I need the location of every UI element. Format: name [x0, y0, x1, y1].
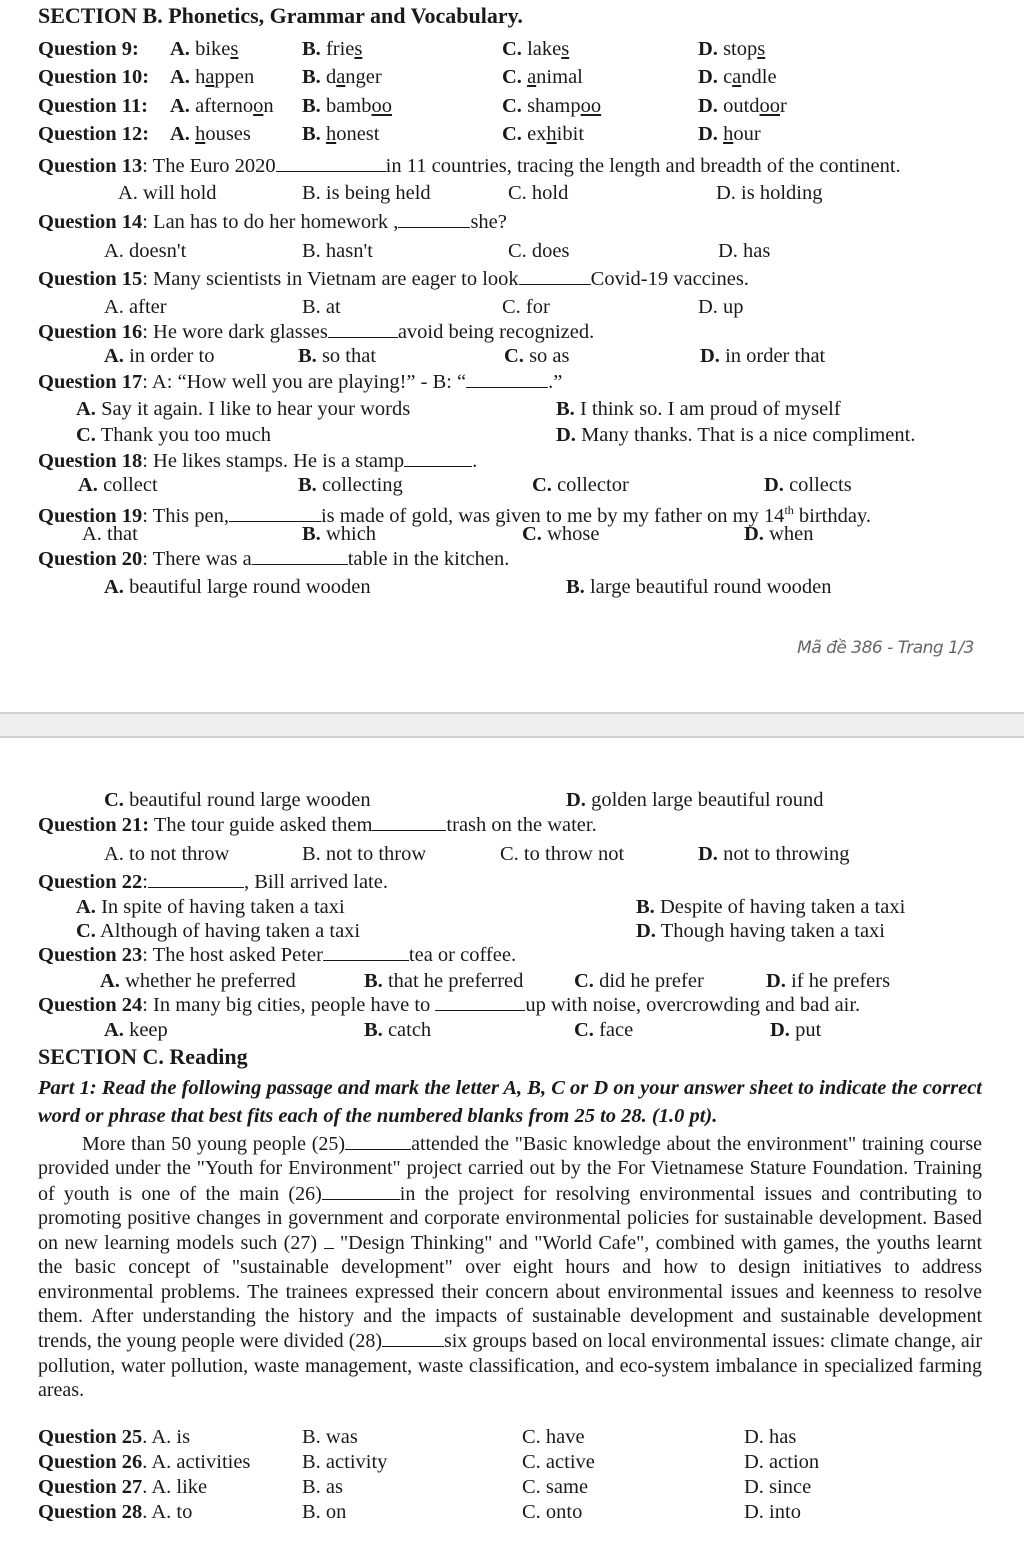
option-b: B. bamboo	[302, 95, 392, 117]
question-label: Question 12:	[38, 123, 150, 145]
question-text: Question 20: There was a table in the kitchen.	[38, 548, 510, 570]
option-a: A. afternoon	[170, 95, 274, 117]
option-c: C. exhibit	[502, 123, 585, 145]
question-20-options-ab	[0, 574, 1024, 600]
question-13-stem	[0, 153, 1024, 179]
option-d: D. since	[744, 1476, 812, 1498]
question-text: Question 13: The Euro 2020 in 11 countries, tracing the length and breadth of the continent.	[38, 155, 901, 177]
passage-text: More than 50 young people (25) attended the "Basic knowledge about the environment" training course provided under the "Youth for Environment" project carried out by the For Vietnamese Stature Foundation. Training of youth is one of the main (26) in the project for resolving environmental issues and contributing to promoting positive changes in government and corporate environmental policies for sustainable development. Based on new learning models such (27) "Design Thinking" and "World Cafe", combined with games, the youths learnt the basic concept of "sustainable development" over eight hours and how to design initiatives to address environmental problems. The trainees expressed their concern about environmental issues and keenness to resolve them. After understanding the history and the impacts of sustainable development and sustainable development trends, the young people were divided (28) six groups based on local environmental issues: climate change, air pollution, water pollution, waste management, waste classification, and eco-system imbalance in specialized farming areas.	[38, 1133, 983, 1401]
question-text: Question 15: Many scientists in Vietnam are eager to look Covid-19 vaccines.	[38, 268, 749, 290]
question-17-options-ab	[0, 396, 1024, 422]
question-25	[0, 1424, 1024, 1450]
question-15-options	[0, 294, 1024, 320]
option-b: B. catch	[364, 1019, 432, 1041]
question-22-options-cd	[0, 918, 1024, 944]
question-text: Question 17: A: “How well you are playing!” - B: “ .”	[38, 371, 563, 393]
option-c: C. onto	[522, 1501, 583, 1523]
answer-blank	[229, 503, 321, 522]
question-26	[0, 1449, 1024, 1475]
question-19-options	[0, 521, 1024, 547]
option-c: C. hold	[508, 182, 569, 204]
option-c: C. does	[508, 240, 570, 262]
question-23-options	[0, 968, 1024, 994]
option-a: A. doesn't	[104, 240, 187, 262]
question-text: Question 24: In many big cities, people have to up with noise, overcrowding and bad air.	[38, 994, 861, 1016]
option-d: D. hour	[698, 123, 761, 145]
option-b: B. is being held	[302, 182, 431, 204]
option-c: C. for	[502, 296, 550, 318]
question-label: Question 27. A. like	[38, 1476, 208, 1498]
answer-blank	[148, 869, 244, 888]
option-a: A. in order to	[104, 345, 215, 367]
option-d: D. put	[770, 1019, 822, 1041]
section-c-heading	[0, 1044, 1024, 1070]
option-d: D. candle	[698, 66, 777, 88]
answer-blank	[435, 992, 525, 1011]
section-b-heading	[0, 3, 1024, 29]
question-22-options-ab	[0, 894, 1024, 920]
option-b: B. that he preferred	[364, 970, 524, 992]
question-text: Question 16: He wore dark glasses avoid being recognized.	[38, 321, 595, 343]
question-text: Question 19: This pen, is made of gold, was given to me by my father on my 14th birthday.	[38, 503, 872, 527]
answer-blank	[252, 546, 348, 565]
question-20-options-cd	[0, 787, 1024, 813]
answer-blank	[372, 812, 446, 831]
option-d: D. Though having taken a taxi	[636, 920, 886, 942]
question-15-stem	[0, 266, 1024, 292]
option-b: B. was	[302, 1426, 358, 1448]
page-footer: Mã đề 386 - Trang 1/3	[797, 638, 974, 658]
option-a: A. bikes	[170, 38, 239, 60]
question-24-options	[0, 1017, 1024, 1043]
question-10	[0, 64, 1024, 90]
option-c: C. did he prefer	[574, 970, 704, 992]
option-c: C. collector	[532, 474, 629, 496]
option-a: A. whether he preferred	[100, 970, 296, 992]
answer-blank	[398, 209, 470, 228]
option-c: C. have	[522, 1426, 585, 1448]
option-c: C. animal	[502, 66, 583, 88]
question-text: Question 23: The host asked Peter tea or coffee.	[38, 944, 517, 966]
question-label: Question 9:	[38, 38, 139, 60]
question-label: Question 25. A. is	[38, 1426, 191, 1448]
question-27	[0, 1474, 1024, 1500]
option-a: A. that	[82, 523, 138, 545]
option-b: B. danger	[302, 66, 382, 88]
option-d: D. stops	[698, 38, 766, 60]
reading-passage	[38, 1131, 982, 1402]
option-c: C. lakes	[502, 38, 570, 60]
option-c: C. shampoo	[502, 95, 602, 117]
blank-27	[324, 1230, 334, 1249]
question-20-stem	[0, 546, 1024, 572]
option-c: C. face	[574, 1019, 634, 1041]
option-a: A. collect	[78, 474, 158, 496]
answer-blank	[328, 319, 398, 338]
question-11	[0, 93, 1024, 119]
question-9	[0, 36, 1024, 62]
question-21-stem	[0, 812, 1024, 838]
option-a: A. In spite of having taken a taxi	[76, 896, 345, 918]
option-b: B. collecting	[298, 474, 403, 496]
option-c: C. same	[522, 1476, 589, 1498]
question-19-stem	[0, 497, 1024, 527]
question-13-options	[0, 180, 1024, 206]
option-b: B. so that	[298, 345, 377, 367]
option-c: C. beautiful round large wooden	[104, 789, 371, 811]
blank-26	[322, 1181, 400, 1200]
option-b: B. as	[302, 1476, 343, 1498]
question-12	[0, 121, 1024, 147]
answer-blank	[466, 369, 548, 388]
option-c: C. to throw not	[500, 843, 625, 865]
question-label: Question 10:	[38, 66, 150, 88]
blank-25	[345, 1131, 411, 1150]
exam-page-1	[0, 0, 1024, 712]
option-d: D. collects	[764, 474, 852, 496]
option-d: D. outdoor	[698, 95, 787, 117]
option-c: C. active	[522, 1451, 595, 1473]
option-d: D. action	[744, 1451, 820, 1473]
option-c: C. Although of having taken a taxi	[76, 920, 361, 942]
option-c: C. so as	[504, 345, 570, 367]
option-a: A. beautiful large round wooden	[104, 576, 371, 598]
option-b: B. I think so. I am proud of myself	[556, 398, 841, 420]
option-d: D. into	[744, 1501, 801, 1523]
question-17-options-cd	[0, 422, 1024, 448]
answer-blank	[404, 448, 472, 467]
option-b: B. large beautiful round wooden	[566, 576, 832, 598]
section-b-title: SECTION B. Phonetics, Grammar and Vocabulary.	[38, 3, 523, 28]
exam-page-2	[0, 738, 1024, 1544]
question-text: Question 18: He likes stamps. He is a stamp .	[38, 450, 478, 472]
question-18-options	[0, 472, 1024, 498]
question-text: Question 21: The tour guide asked them trash on the water.	[38, 814, 597, 836]
part-1-instructions	[38, 1074, 982, 1130]
option-d: D. Many thanks. That is a nice compliment.	[556, 424, 916, 446]
option-b: B. honest	[302, 123, 380, 145]
question-28	[0, 1499, 1024, 1525]
option-d: D. up	[698, 296, 744, 318]
question-21-options	[0, 841, 1024, 867]
question-14-options	[0, 238, 1024, 264]
option-d: D. not to throwing	[698, 843, 850, 865]
option-c: C. whose	[522, 523, 600, 545]
question-23-stem	[0, 942, 1024, 968]
option-d: D. golden large beautiful round	[566, 789, 824, 811]
option-d: D. in order that	[700, 345, 826, 367]
question-text: Question 22: , Bill arrived late.	[38, 871, 388, 893]
question-22-stem	[0, 869, 1024, 895]
question-14-stem	[0, 209, 1024, 235]
option-a: A. will hold	[118, 182, 217, 204]
blank-28	[382, 1328, 444, 1347]
option-b: B. which	[302, 523, 377, 545]
option-d: D. has	[744, 1426, 797, 1448]
answer-blank	[519, 266, 591, 285]
option-b: B. activity	[302, 1451, 388, 1473]
option-d: D. has	[718, 240, 771, 262]
question-16-stem	[0, 319, 1024, 345]
option-b: B. on	[302, 1501, 347, 1523]
option-c: C. Thank you too much	[76, 424, 271, 446]
question-24-stem	[0, 992, 1024, 1018]
option-a: A. to not throw	[104, 843, 230, 865]
option-a: A. after	[104, 296, 167, 318]
option-d: D. is holding	[716, 182, 823, 204]
instructions-text: Part 1: Read the following passage and mark the letter A, B, C or D on your answer sheet to indicate the correct word or phrase that best fits each of the numbered blanks from 25 to 28. (1.0 pt).	[38, 1077, 982, 1127]
option-b: B. Despite of having taken a taxi	[636, 896, 906, 918]
option-d: D. if he prefers	[766, 970, 891, 992]
page-separator	[0, 712, 1024, 738]
option-b: B. at	[302, 296, 341, 318]
question-17-stem	[0, 369, 1024, 395]
section-c-title: SECTION C. Reading	[38, 1044, 248, 1069]
option-b: B. fries	[302, 38, 363, 60]
option-a: A. houses	[170, 123, 251, 145]
question-text: Question 14: Lan has to do her homework , she?	[38, 211, 507, 233]
question-label: Question 26. A. activities	[38, 1451, 251, 1473]
option-d: D. when	[744, 523, 814, 545]
option-a: A. Say it again. I like to hear your words	[76, 398, 411, 420]
question-label: Question 28. A. to	[38, 1501, 193, 1523]
option-a: A. happen	[170, 66, 255, 88]
option-b: B. not to throw	[302, 843, 427, 865]
question-18-stem	[0, 448, 1024, 474]
answer-blank	[323, 942, 409, 961]
question-label: Question 11:	[38, 95, 148, 117]
option-b: B. hasn't	[302, 240, 373, 262]
answer-blank	[276, 153, 386, 172]
question-16-options	[0, 343, 1024, 369]
option-a: A. keep	[104, 1019, 168, 1041]
